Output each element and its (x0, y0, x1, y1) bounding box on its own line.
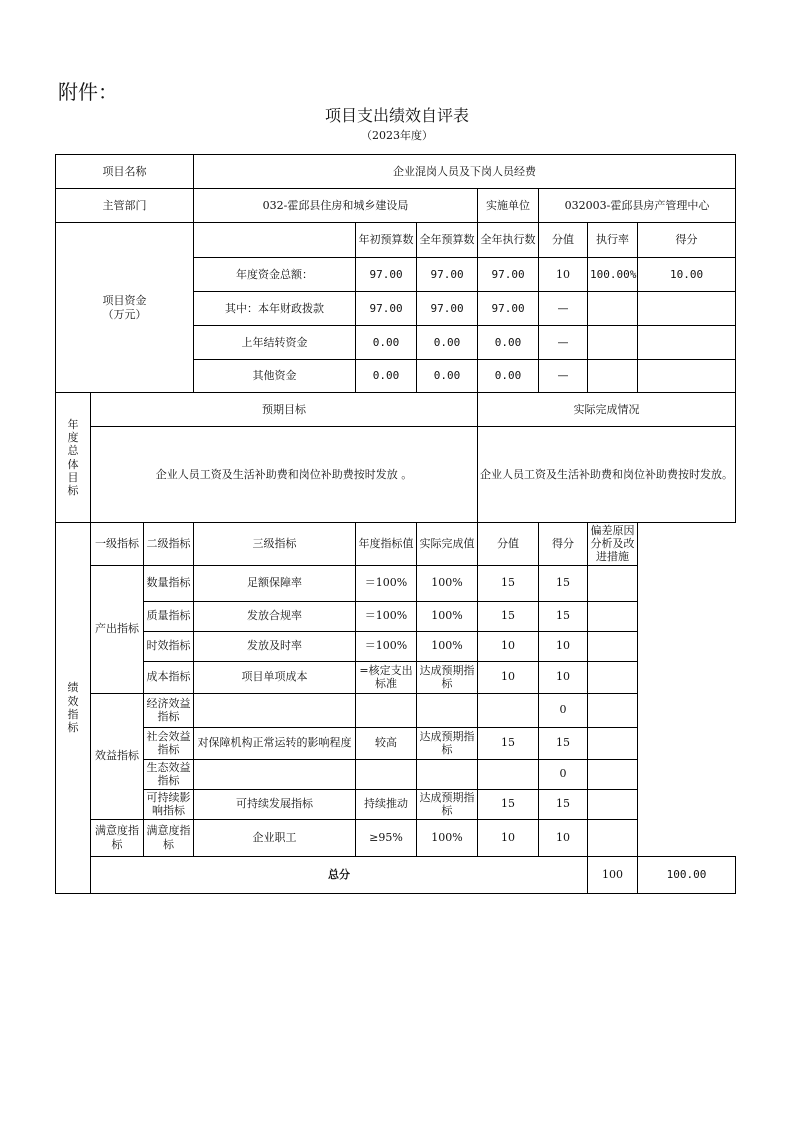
perf-row-target: ≥95% (356, 819, 417, 856)
funds-row-weight: — (539, 292, 588, 326)
perf-row-note (588, 565, 638, 601)
perf-header-weight: 分值 (478, 523, 539, 566)
perf-row-note (588, 789, 638, 819)
funds-row-full: 97.00 (417, 292, 478, 326)
perf-row-l3: 项目单项成本 (194, 661, 356, 693)
perf-row-weight: 15 (478, 601, 539, 631)
project-name-label: 项目名称 (56, 155, 194, 189)
impl-value: 032003-霍邱县房产管理中心 (539, 189, 736, 223)
funds-row-rate (588, 326, 638, 360)
perf-row-weight: 10 (478, 631, 539, 661)
perf-row-actual: 达成预期指标 (417, 661, 478, 693)
funds-header-rate: 执行率 (588, 223, 638, 258)
perf-row-l3: 企业职工 (194, 819, 356, 856)
funds-row-full: 97.00 (417, 258, 478, 292)
funds-row-full: 0.00 (417, 326, 478, 360)
perf-header-l3: 三级指标 (194, 523, 356, 566)
funds-row-init: 0.00 (356, 360, 417, 393)
perf-row-l3 (194, 759, 356, 789)
goals-expected-label: 预期目标 (91, 393, 478, 427)
funds-row-rate (588, 292, 638, 326)
perf-row-note (588, 759, 638, 789)
year-label: （2023年度） (361, 129, 433, 142)
perf-row-target: =核定支出标准 (356, 661, 417, 693)
funds-label: 项目资金 （万元） (56, 223, 194, 393)
perf-row-l2: 生态效益指标 (144, 759, 194, 789)
perf-row-weight: 15 (478, 565, 539, 601)
perf-row-l2: 可持续影响指标 (144, 789, 194, 819)
perf-row-weight: 15 (478, 727, 539, 759)
funds-row-rate (588, 360, 638, 393)
perf-row-weight (478, 693, 539, 727)
funds-row-weight: 10 (539, 258, 588, 292)
perf-row-note (588, 693, 638, 727)
perf-header-note: 偏差原因分析及改进措施 (588, 523, 638, 566)
perf-row-l3 (194, 693, 356, 727)
perf-row-l2: 质量指标 (144, 601, 194, 631)
perf-l1-benefit: 效益指标 (91, 693, 144, 819)
total-label: 总分 (91, 856, 588, 893)
perf-row-note (588, 727, 638, 759)
funds-row-name: 年度资金总额： (194, 258, 356, 292)
perf-row-l3: 发放及时率 (194, 631, 356, 661)
funds-header-init: 年初预算数 (356, 223, 417, 258)
funds-row-weight: — (539, 326, 588, 360)
page-title: 项目支出绩效自评表 (324, 106, 469, 125)
perf-header-target: 年度指标值 (356, 523, 417, 566)
attachment-label: 附件： (58, 80, 118, 104)
perf-row-score: 0 (539, 693, 588, 727)
perf-row-score: 0 (539, 759, 588, 789)
perf-row-weight: 15 (478, 789, 539, 819)
perf-row-actual: 达成预期指标 (417, 727, 478, 759)
perf-row-score: 10 (539, 661, 588, 693)
total-weight: 100 (588, 856, 638, 893)
perf-row-actual: 100% (417, 565, 478, 601)
funds-row-weight: — (539, 360, 588, 393)
funds-row-score (638, 326, 736, 360)
funds-row-init: 97.00 (356, 292, 417, 326)
perf-row-weight: 10 (478, 819, 539, 856)
perf-row-score: 15 (539, 789, 588, 819)
perf-row-l3: 足额保障率 (194, 565, 356, 601)
perf-row-l2: 满意度指标 (144, 819, 194, 856)
perf-row-target: ＝100% (356, 565, 417, 601)
funds-row-score (638, 360, 736, 393)
dept-label: 主管部门 (56, 189, 194, 223)
funds-header-exec: 全年执行数 (478, 223, 539, 258)
funds-row-score (638, 292, 736, 326)
perf-header-l1: 一级指标 (91, 523, 144, 566)
perf-row-actual: 100% (417, 819, 478, 856)
goals-label: 年 度 总 体 目 标 (56, 393, 91, 523)
perf-row-score: 10 (539, 631, 588, 661)
perf-row-l3: 可持续发展指标 (194, 789, 356, 819)
evaluation-table (55, 154, 736, 894)
perf-row-l3: 发放合规率 (194, 601, 356, 631)
perf-row-target: 较高 (356, 727, 417, 759)
funds-header-full: 全年预算数 (417, 223, 478, 258)
perf-row-note (588, 819, 638, 856)
perf-row-actual: 100% (417, 631, 478, 661)
funds-row-name: 其中：本年财政拨款 (194, 292, 356, 326)
perf-row-l2: 社会效益指标 (144, 727, 194, 759)
perf-row-l2: 数量指标 (144, 565, 194, 601)
perf-row-l2: 经济效益指标 (144, 693, 194, 727)
project-name: 企业混岗人员及下岗人员经费 (194, 155, 736, 189)
funds-row-exec: 0.00 (478, 326, 539, 360)
funds-row-score: 10.00 (638, 258, 736, 292)
perf-row-l2: 成本指标 (144, 661, 194, 693)
perf-row-score: 15 (539, 565, 588, 601)
dept-value: 032-霍邱县住房和城乡建设局 (194, 189, 478, 223)
perf-row-weight (478, 759, 539, 789)
perf-row-note (588, 601, 638, 631)
funds-row-rate: 100.00% (588, 258, 638, 292)
perf-l1-output: 产出指标 (91, 565, 144, 693)
perf-row-note (588, 631, 638, 661)
funds-header-weight: 分值 (539, 223, 588, 258)
perf-row-score: 15 (539, 601, 588, 631)
perf-row-target: 持续推动 (356, 789, 417, 819)
goals-actual: 企业人员工资及生活补助费和岗位补助费按时发放。 (478, 427, 736, 523)
funds-row-init: 0.00 (356, 326, 417, 360)
perf-row-target: ＝100% (356, 601, 417, 631)
perf-row-l3: 对保障机构正常运转的影响程度 (194, 727, 356, 759)
funds-row-exec: 0.00 (478, 360, 539, 393)
perf-header-score: 得分 (539, 523, 588, 566)
funds-row-exec: 97.00 (478, 258, 539, 292)
perf-row-actual: 100% (417, 601, 478, 631)
funds-header-score: 得分 (638, 223, 736, 258)
perf-header-l2: 二级指标 (144, 523, 194, 566)
goals-actual-label: 实际完成情况 (478, 393, 736, 427)
funds-row-exec: 97.00 (478, 292, 539, 326)
funds-row-init: 97.00 (356, 258, 417, 292)
funds-row-name: 其他资金 (194, 360, 356, 393)
perf-row-target: ＝100% (356, 631, 417, 661)
perf-row-actual (417, 693, 478, 727)
goals-expected: 企业人员工资及生活补助费和岗位补助费按时发放 。 (91, 427, 478, 523)
funds-row-full: 0.00 (417, 360, 478, 393)
impl-label: 实施单位 (478, 189, 539, 223)
perf-row-score: 10 (539, 819, 588, 856)
perf-row-score: 15 (539, 727, 588, 759)
perf-header-actual: 实际完成值 (417, 523, 478, 566)
perf-row-target (356, 693, 417, 727)
perf-row-weight: 10 (478, 661, 539, 693)
funds-header-blank (194, 223, 356, 258)
perf-row-note (588, 661, 638, 693)
perf-l1-satisfaction: 满意度指标 (91, 819, 144, 856)
perf-row-target (356, 759, 417, 789)
funds-row-name: 上年结转资金 (194, 326, 356, 360)
total-score: 100.00 (638, 856, 736, 893)
perf-row-actual: 达成预期指标 (417, 789, 478, 819)
perf-row-actual (417, 759, 478, 789)
perf-label: 绩 效 指 标 (56, 523, 91, 894)
perf-row-l2: 时效指标 (144, 631, 194, 661)
